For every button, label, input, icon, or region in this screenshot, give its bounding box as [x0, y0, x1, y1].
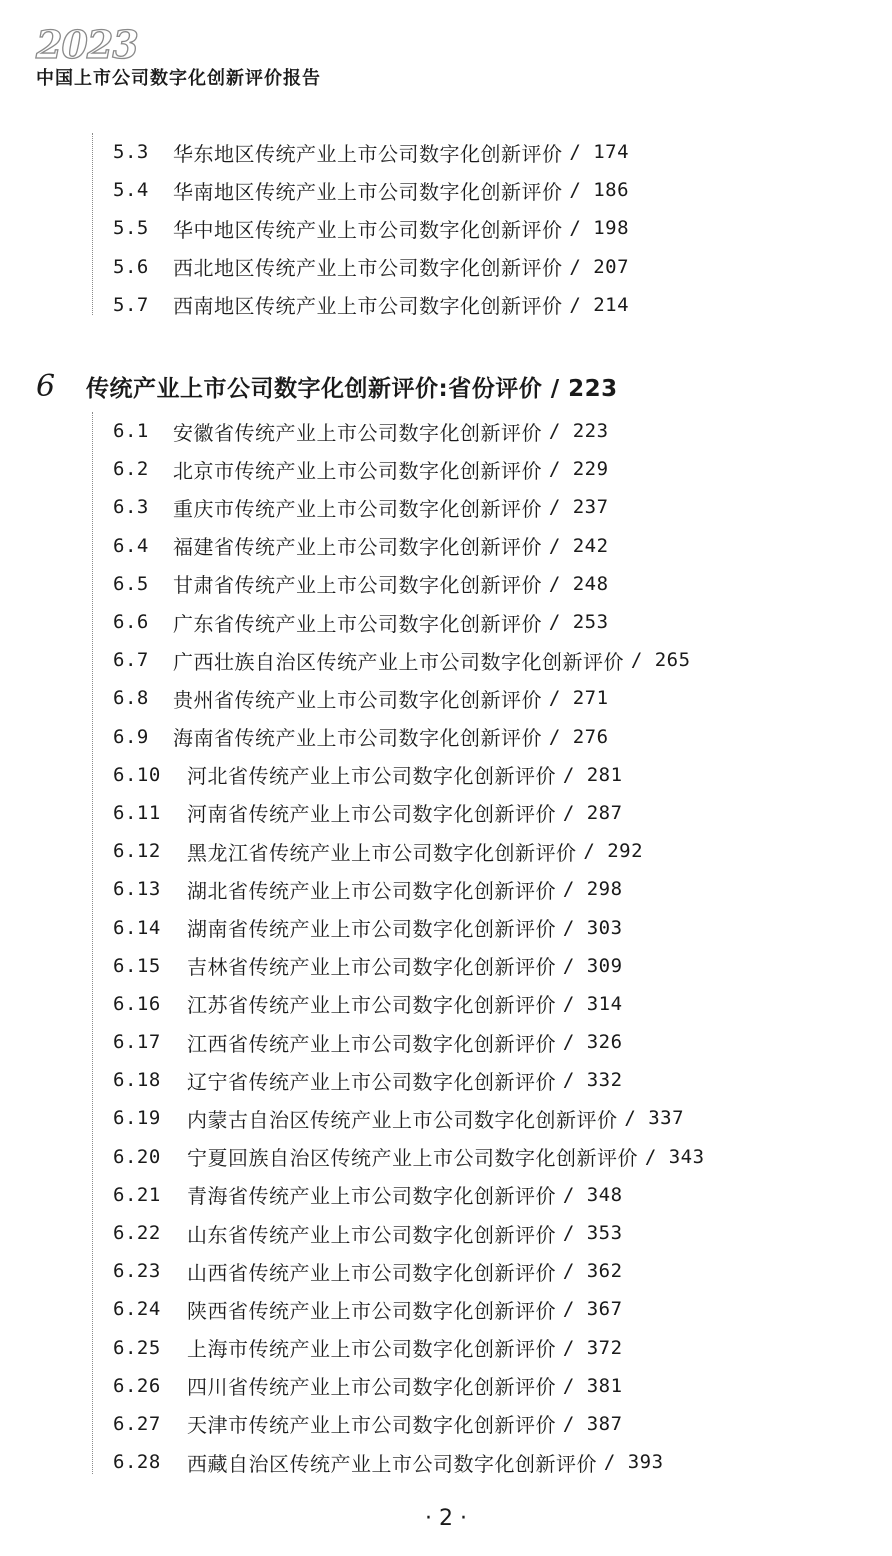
- toc-entry-page: / 281: [562, 763, 623, 786]
- toc-entry-page: / 326: [562, 1031, 623, 1054]
- toc-entry: [93, 1443, 705, 1481]
- page-number: · 2 ·: [425, 1506, 467, 1531]
- toc-entry-title: 西南地区传统产业上市公司数字化创新评价: [173, 294, 563, 319]
- toc-entry-title: 吉林省传统产业上市公司数字化创新评价: [187, 955, 556, 980]
- toc-entry-number: 6.7: [113, 649, 149, 672]
- toc-entry: [93, 412, 705, 450]
- toc-entry-number: 6.2: [113, 458, 149, 481]
- toc-entry-page: / 314: [562, 992, 623, 1015]
- toc-entry-title: 华南地区传统产业上市公司数字化创新评价: [173, 179, 563, 204]
- toc-entry-page: / 186: [569, 179, 630, 202]
- toc-entry-title: 西北地区传统产业上市公司数字化创新评价: [173, 256, 563, 281]
- toc-entry-number: 6.9: [113, 725, 149, 748]
- toc-entry-page: / 287: [562, 801, 623, 824]
- toc-entry-page: / 381: [562, 1374, 623, 1397]
- toc-entry: [93, 565, 705, 603]
- toc-entry-page: / 337: [624, 1107, 685, 1130]
- toc-entry-page: / 237: [548, 496, 609, 519]
- toc-entry-page: / 292: [583, 840, 644, 863]
- running-header: [36, 22, 321, 90]
- toc-entry: [93, 832, 705, 870]
- toc-entry-page: / 367: [562, 1298, 623, 1321]
- toc-entry-title: 江苏省传统产业上市公司数字化创新评价: [187, 993, 556, 1018]
- toc-entry-number: 6.20: [113, 1145, 161, 1168]
- toc-entry: [93, 947, 705, 985]
- toc-entry-title: 山东省传统产业上市公司数字化创新评价: [187, 1222, 556, 1247]
- chapter-heading: [36, 369, 618, 404]
- toc-entry-title: 湖南省传统产业上市公司数字化创新评价: [187, 917, 556, 942]
- toc-entry: [93, 641, 705, 679]
- toc-entry: [93, 794, 705, 832]
- toc-entry-title: 安徽省传统产业上市公司数字化创新评价: [173, 420, 542, 445]
- toc-entry-title: 宁夏回族自治区传统产业上市公司数字化创新评价: [187, 1146, 638, 1171]
- toc-entry-title: 天津市传统产业上市公司数字化创新评价: [187, 1413, 556, 1438]
- toc-entry-title: 贵州省传统产业上市公司数字化创新评价: [173, 687, 542, 712]
- toc-entry-number: 6.24: [113, 1298, 161, 1321]
- toc-entry-page: / 298: [562, 878, 623, 901]
- toc-entry-number: 6.27: [113, 1412, 161, 1435]
- toc-entry-page: / 248: [548, 572, 609, 595]
- toc-entry-number: 6.5: [113, 572, 149, 595]
- toc-entry-page: / 223: [548, 420, 609, 443]
- toc-entry: [93, 209, 629, 247]
- toc-entry: [93, 1367, 705, 1405]
- toc-entry: [93, 718, 705, 756]
- toc-entry: [93, 1329, 705, 1367]
- toc-entry-title: 华东地区传统产业上市公司数字化创新评价: [173, 141, 563, 166]
- toc-entry-title: 福建省传统产业上市公司数字化创新评价: [173, 535, 542, 560]
- toc-entry-number: 6.11: [113, 801, 161, 824]
- toc-entry-title: 河北省传统产业上市公司数字化创新评价: [187, 764, 556, 789]
- toc-entry-page: / 309: [562, 954, 623, 977]
- toc-entry-title: 上海市传统产业上市公司数字化创新评价: [187, 1337, 556, 1362]
- toc-entry: [93, 756, 705, 794]
- toc-entry-number: 5.4: [113, 179, 149, 202]
- toc-entry: [93, 1252, 705, 1290]
- toc-entry: [93, 908, 705, 946]
- toc-entry: [93, 1405, 705, 1443]
- toc-entry-number: 6.1: [113, 420, 149, 443]
- toc-entry-number: 5.5: [113, 217, 149, 240]
- toc-entry: [93, 1023, 705, 1061]
- header-year: 2023: [36, 22, 138, 67]
- toc-entry-page: / 207: [569, 255, 630, 278]
- toc-entry-title: 青海省传统产业上市公司数字化创新评价: [187, 1184, 556, 1209]
- toc-entry-title: 陕西省传统产业上市公司数字化创新评价: [187, 1298, 556, 1323]
- toc-entry-number: 6.15: [113, 954, 161, 977]
- toc-entry: [93, 1138, 705, 1176]
- toc-entry-title: 黑龙江省传统产业上市公司数字化创新评价: [187, 840, 577, 865]
- toc-entry-page: / 387: [562, 1412, 623, 1435]
- toc-entry-page: / 353: [562, 1222, 623, 1245]
- toc-entry-number: 6.10: [113, 763, 161, 786]
- toc-entry-title: 江西省传统产业上市公司数字化创新评价: [187, 1031, 556, 1056]
- toc-entry-page: / 242: [548, 534, 609, 557]
- chapter-title: 传统产业上市公司数字化创新评价:省份评价 / 223: [86, 376, 618, 402]
- toc-entry-title: 甘肃省传统产业上市公司数字化创新评价: [173, 573, 542, 598]
- toc-entry-page: / 303: [562, 916, 623, 939]
- toc-entry: [93, 171, 629, 209]
- toc-entry-page: / 174: [569, 141, 630, 164]
- toc-entry-number: 6.26: [113, 1374, 161, 1397]
- toc-entry-page: / 198: [569, 217, 630, 240]
- toc-entry-title: 内蒙古自治区传统产业上市公司数字化创新评价: [187, 1107, 618, 1132]
- toc-entry-number: 6.21: [113, 1183, 161, 1206]
- toc-entry: [93, 248, 629, 286]
- toc-entry-number: 6.3: [113, 496, 149, 519]
- toc-entry-page: / 393: [603, 1451, 664, 1474]
- toc-entry-number: 6.13: [113, 878, 161, 901]
- toc-entry-number: 6.4: [113, 534, 149, 557]
- toc-entry-page: / 271: [548, 687, 609, 710]
- toc-entry-page: / 276: [548, 725, 609, 748]
- toc-list-chapter-6: [92, 412, 705, 1474]
- toc-entry-title: 西藏自治区传统产业上市公司数字化创新评价: [187, 1451, 597, 1476]
- toc-entry-number: 6.19: [113, 1107, 161, 1130]
- toc-entry-number: 6.25: [113, 1336, 161, 1359]
- toc-entry: [93, 679, 705, 717]
- toc-entry-title: 海南省传统产业上市公司数字化创新评价: [173, 726, 542, 751]
- toc-entry-number: 6.17: [113, 1031, 161, 1054]
- toc-entry-number: 5.7: [113, 293, 149, 316]
- toc-entry-page: / 253: [548, 611, 609, 634]
- toc-entry: [93, 985, 705, 1023]
- toc-entry-title: 华中地区传统产业上市公司数字化创新评价: [173, 217, 563, 242]
- toc-entry-number: 6.22: [113, 1222, 161, 1245]
- toc-entry-number: 6.28: [113, 1451, 161, 1474]
- toc-entry-title: 山西省传统产业上市公司数字化创新评价: [187, 1260, 556, 1285]
- toc-entry-title: 广西壮族自治区传统产业上市公司数字化创新评价: [173, 649, 624, 674]
- toc-entry-number: 6.14: [113, 916, 161, 939]
- toc-entry: [93, 1290, 705, 1328]
- toc-entry-title: 北京市传统产业上市公司数字化创新评价: [173, 458, 542, 483]
- toc-entry-title: 重庆市传统产业上市公司数字化创新评价: [173, 496, 542, 521]
- toc-entry-number: 6.12: [113, 840, 161, 863]
- toc-entry-number: 6.8: [113, 687, 149, 710]
- toc-entry-title: 河南省传统产业上市公司数字化创新评价: [187, 802, 556, 827]
- toc-entry: [93, 286, 629, 324]
- toc-entry: [93, 527, 705, 565]
- toc-entry: [93, 450, 705, 488]
- toc-entry: [93, 1061, 705, 1099]
- toc-entry-title: 辽宁省传统产业上市公司数字化创新评价: [187, 1069, 556, 1094]
- toc-entry-number: 6.6: [113, 611, 149, 634]
- toc-entry-title: 湖北省传统产业上市公司数字化创新评价: [187, 878, 556, 903]
- toc-entry-title: 四川省传统产业上市公司数字化创新评价: [187, 1375, 556, 1400]
- toc-entry-page: / 348: [562, 1183, 623, 1206]
- toc-entry-page: / 265: [630, 649, 691, 672]
- toc-entry-page: / 214: [569, 293, 630, 316]
- toc-entry-page: / 229: [548, 458, 609, 481]
- header-report-title: 中国上市公司数字化创新评价报告: [36, 68, 321, 89]
- toc-entry: [93, 603, 705, 641]
- toc-entry-number: 5.6: [113, 255, 149, 278]
- toc-entry-number: 5.3: [113, 141, 149, 164]
- toc-list-chapter-5: [92, 133, 630, 319]
- toc-entry-page: / 343: [644, 1145, 705, 1168]
- toc-entry-title: 广东省传统产业上市公司数字化创新评价: [173, 611, 542, 636]
- toc-entry-page: / 362: [562, 1260, 623, 1283]
- toc-entry: [93, 488, 705, 526]
- toc-entry-number: 6.18: [113, 1069, 161, 1092]
- toc-entry-page: / 372: [562, 1336, 623, 1359]
- toc-entry: [93, 1176, 705, 1214]
- toc-entry-number: 6.16: [113, 992, 161, 1015]
- chapter-number: 6: [36, 369, 56, 404]
- toc-entry-page: / 332: [562, 1069, 623, 1092]
- toc-entry: [93, 133, 629, 171]
- toc-entry-number: 6.23: [113, 1260, 161, 1283]
- toc-entry: [93, 1099, 705, 1137]
- toc-entry: [93, 870, 705, 908]
- toc-entry: [93, 1214, 705, 1252]
